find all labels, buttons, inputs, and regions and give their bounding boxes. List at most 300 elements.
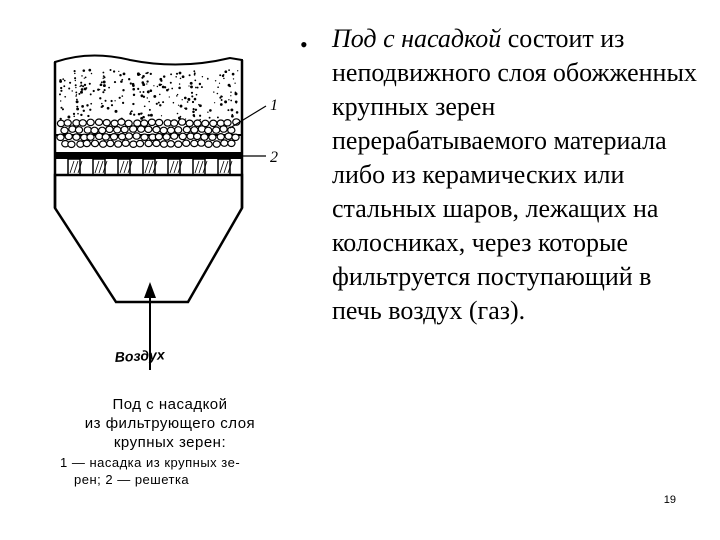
grate <box>55 152 242 175</box>
material-dot <box>180 105 183 108</box>
material-dot <box>86 87 88 89</box>
caption-line-2: из фильтрующего слоя <box>84 415 256 432</box>
bullet-body: состоит из неподвижного слоя обожженных крупных зерен перерабатываемого материала либо из керамических или стальных шаров, лежащих на колосниках, через которые фильтруется поступающий в печь воздух (газ). <box>332 24 697 325</box>
material-dot <box>130 82 132 84</box>
grain-pebble <box>138 126 145 132</box>
material-dot <box>90 93 92 95</box>
material-dot <box>159 78 162 81</box>
material-dot <box>159 104 161 106</box>
material-dot <box>108 87 110 89</box>
material-dot <box>180 116 182 118</box>
material-dot <box>105 100 106 101</box>
material-dot <box>122 89 124 91</box>
material-dot <box>62 78 64 80</box>
material-dot <box>118 71 119 72</box>
material-dot <box>121 79 123 81</box>
grain-pebble <box>194 133 201 139</box>
material-dot <box>230 108 233 111</box>
material-dot <box>111 100 113 102</box>
figure-caption <box>60 395 280 488</box>
material-dot <box>188 85 189 86</box>
grain-pebble <box>217 134 224 140</box>
material-dot <box>104 89 106 91</box>
material-dot <box>88 69 91 72</box>
material-dot <box>182 99 183 100</box>
material-dot <box>137 88 139 90</box>
material-dot <box>142 83 145 86</box>
material-dot <box>114 100 115 101</box>
material-dot <box>83 69 86 72</box>
material-dot <box>69 82 71 84</box>
material-dot <box>193 114 196 117</box>
material-dot <box>193 108 195 110</box>
material-dot <box>59 80 62 83</box>
grain-pebble <box>141 134 148 140</box>
grain-pebble <box>213 141 220 147</box>
material-dot <box>217 93 219 95</box>
grain-pebble <box>198 140 205 146</box>
grain-pebble <box>87 134 94 140</box>
grain-pebble <box>130 126 137 132</box>
material-dot <box>209 117 211 119</box>
material-dot <box>190 82 193 85</box>
material-dot <box>113 70 115 72</box>
material-dot <box>158 102 160 104</box>
grain-pebble <box>213 127 220 133</box>
material-dot <box>76 108 79 111</box>
material-dot <box>217 116 219 118</box>
material-dot <box>77 106 79 108</box>
material-dot <box>103 84 106 87</box>
material-dot <box>60 87 62 89</box>
material-dot <box>207 78 209 80</box>
material-dot <box>63 85 65 87</box>
material-dot <box>202 76 203 77</box>
material-dot <box>87 115 89 117</box>
material-dot <box>227 109 229 111</box>
grate-bar <box>55 152 242 159</box>
material-dot <box>73 115 75 117</box>
material-dot <box>230 95 231 96</box>
grain-pebble <box>191 140 198 146</box>
material-dot <box>84 84 86 86</box>
material-dot <box>75 80 76 81</box>
material-dot <box>91 73 93 75</box>
grain-pebble <box>65 133 72 139</box>
material-dot <box>187 101 189 103</box>
material-dot <box>145 73 146 74</box>
page-number: 19 <box>663 494 676 506</box>
grain-pebble <box>145 126 152 132</box>
material-dot <box>73 113 75 115</box>
material-dot <box>76 94 77 95</box>
material-dot <box>201 86 203 88</box>
grain-pebble <box>153 140 160 146</box>
material-dot <box>64 80 66 82</box>
caption-line-3: крупных зерен: <box>113 434 227 451</box>
material-dot <box>197 87 199 89</box>
material-dot <box>77 113 79 115</box>
material-dot <box>191 95 193 97</box>
material-dot <box>74 73 76 75</box>
material-dot <box>153 85 154 86</box>
material-dot <box>163 75 165 77</box>
grain-pebble <box>175 127 182 133</box>
material-dot <box>149 109 151 111</box>
grain-pebble <box>114 127 121 133</box>
material-dot <box>222 75 224 77</box>
material-dot <box>199 115 201 117</box>
material-dot <box>143 96 145 98</box>
bullet-dot-icon: • <box>300 32 308 57</box>
material-dot <box>196 94 198 96</box>
material-dot <box>150 73 152 75</box>
material-dot <box>76 99 78 101</box>
material-dot <box>146 80 148 82</box>
material-dot <box>83 110 85 112</box>
material-dot <box>147 97 148 98</box>
material-dot <box>232 73 235 76</box>
grain-pebble <box>107 140 114 146</box>
callout-2: 2 <box>270 149 278 166</box>
material-dot <box>214 102 215 103</box>
material-dot <box>128 78 130 80</box>
material-dot <box>176 73 178 75</box>
material-dot <box>99 89 100 90</box>
grain-pebble <box>115 141 122 147</box>
material-dot <box>170 73 172 75</box>
grain-pebble <box>191 127 198 133</box>
callout-1: 1 <box>270 97 278 114</box>
material-dot <box>162 101 164 103</box>
material-dot <box>156 103 158 105</box>
material-dot <box>85 77 87 79</box>
material-dot <box>147 91 149 93</box>
material-dot <box>101 103 102 104</box>
material-dot <box>219 74 221 76</box>
material-dot <box>131 110 133 112</box>
material-dot <box>62 109 63 110</box>
grain-pebble <box>148 119 155 125</box>
material-dot <box>177 94 178 95</box>
grain-pebble <box>183 140 190 146</box>
material-dot <box>60 90 62 92</box>
material-dot <box>185 107 188 110</box>
material-dot <box>234 83 235 84</box>
material-dot <box>228 84 231 87</box>
material-dot <box>107 107 110 110</box>
grain-pebble <box>111 120 118 126</box>
material-dot <box>86 104 88 106</box>
material-dot <box>213 91 214 92</box>
grain-pebble <box>179 133 186 139</box>
material-dot <box>199 83 201 85</box>
material-dot <box>170 82 172 84</box>
material-dot <box>144 105 146 107</box>
material-dot <box>194 98 197 101</box>
material-dot <box>133 114 135 116</box>
material-dot <box>233 78 234 79</box>
material-dot <box>93 90 95 92</box>
material-dot <box>142 116 145 119</box>
grain-pebble <box>171 133 178 139</box>
material-dot <box>175 76 177 78</box>
material-dot <box>139 91 141 93</box>
material-dot <box>192 111 195 114</box>
grain-pebble <box>68 141 75 147</box>
material-dot <box>68 87 70 89</box>
grain-pebble <box>221 140 228 146</box>
material-dot <box>177 113 179 115</box>
material-dot <box>153 95 156 98</box>
material-dot <box>132 103 134 105</box>
material-dot <box>81 105 84 108</box>
material-dot <box>119 74 121 76</box>
material-dot <box>76 100 79 103</box>
material-dot <box>82 85 84 87</box>
grain-pebble <box>163 134 170 140</box>
material-dot <box>80 82 82 84</box>
material-dot <box>89 109 91 111</box>
material-dot <box>122 95 124 97</box>
material-dot <box>221 99 223 101</box>
grain-pebble <box>232 134 239 140</box>
grain-pebble <box>160 141 167 147</box>
material-dot <box>187 98 190 101</box>
material-dot <box>207 111 208 112</box>
material-dot <box>223 78 225 80</box>
material-dot <box>81 88 84 91</box>
material-dot <box>194 79 196 81</box>
material-dot <box>109 69 111 71</box>
grain-pebble <box>102 134 109 140</box>
material-dot <box>178 105 179 106</box>
grain-pebble <box>175 141 182 147</box>
material-dot <box>148 101 149 102</box>
material-dot <box>168 89 169 90</box>
material-dot <box>132 84 135 87</box>
material-dot <box>236 111 239 114</box>
grain-pebble <box>179 119 186 125</box>
material-dot <box>67 116 70 119</box>
grain-pebble <box>57 134 64 140</box>
material-dot <box>78 93 80 95</box>
material-dot <box>80 114 82 116</box>
material-dot <box>195 109 197 111</box>
grain-pebble <box>64 120 71 126</box>
material-dot <box>59 93 61 95</box>
grain-pebble <box>110 134 117 140</box>
material-dot <box>171 88 173 90</box>
material-dot <box>132 88 135 91</box>
material-dot <box>102 91 104 93</box>
caption-line-1: Под с насадкой <box>112 396 228 413</box>
material-dot <box>162 86 165 89</box>
grain-pebble <box>224 120 231 126</box>
material-dot <box>122 102 124 104</box>
material-dot <box>157 86 158 87</box>
material-dot <box>133 94 135 96</box>
grain-pebble <box>73 134 80 140</box>
material-dot <box>189 74 191 76</box>
grain-pebble <box>96 133 103 139</box>
material-dot <box>115 110 118 113</box>
grain-pebble <box>83 140 90 146</box>
bullet-text <box>332 22 702 328</box>
grain-pebble <box>155 134 162 140</box>
material-dot <box>161 115 162 116</box>
grain-pebble <box>194 120 201 126</box>
material-dot <box>228 99 229 100</box>
grain-pebble <box>100 141 107 147</box>
grain-pebble <box>171 120 178 126</box>
material-dot <box>74 70 76 72</box>
material-dot <box>129 112 132 115</box>
material-dot <box>102 105 104 107</box>
grain-pebble <box>160 127 167 133</box>
grain-pebble <box>186 120 193 126</box>
caption-legend-line-2: рен; 2 — решетка <box>74 472 190 487</box>
grain-pebble <box>121 126 128 132</box>
material-dot <box>231 114 233 116</box>
grain-pebble <box>153 126 160 132</box>
material-dot <box>219 83 220 84</box>
grain-pebble <box>103 120 110 126</box>
grain-pebble <box>133 133 140 139</box>
grain-pebble <box>125 133 132 139</box>
material-dot <box>143 91 145 93</box>
material-dot <box>184 97 187 100</box>
material-dot <box>114 81 116 83</box>
material-dot <box>224 100 227 103</box>
material-dot <box>75 87 76 88</box>
material-dot <box>190 85 193 88</box>
material-dot <box>100 84 102 86</box>
material-dot <box>236 102 237 103</box>
material-dot <box>120 80 123 83</box>
grain-pebble <box>118 119 125 125</box>
grain-pebble <box>87 119 94 125</box>
material-dot <box>99 97 101 99</box>
material-dot <box>230 100 232 102</box>
material-dot <box>230 91 232 93</box>
grain-pebble <box>119 134 126 140</box>
material-dot <box>111 104 113 106</box>
material-dot <box>235 92 238 95</box>
grain-pebble <box>225 133 232 139</box>
hopper <box>55 175 242 302</box>
grain-pebble <box>183 126 190 132</box>
material-dot <box>80 85 82 87</box>
grain-pebble <box>205 141 212 147</box>
material-dot <box>74 77 76 79</box>
grain-pebble <box>61 127 68 133</box>
material-dot <box>89 83 91 85</box>
grain-pebble <box>156 119 163 125</box>
material-dot <box>228 69 230 71</box>
material-dot <box>103 81 106 84</box>
material-dot <box>159 94 161 96</box>
material-dot <box>80 91 83 94</box>
material-dot <box>101 81 103 83</box>
material-dot <box>191 92 193 94</box>
material-dot <box>192 101 194 103</box>
material-dot <box>237 70 238 71</box>
material-dot <box>180 78 182 80</box>
material-dot <box>215 80 216 81</box>
material-dot <box>221 96 223 98</box>
material-dot <box>72 90 73 91</box>
grain-pebble <box>220 126 227 132</box>
material-dot <box>138 113 141 116</box>
material-dot <box>209 109 212 112</box>
bullet-term: Под с насадкой <box>332 24 502 53</box>
material-dot <box>123 73 126 76</box>
material-dot <box>103 76 105 78</box>
material-dot <box>75 95 77 97</box>
grain-pebble <box>205 127 212 133</box>
material-dot <box>60 100 61 101</box>
material-dot <box>64 96 66 98</box>
material-dot <box>146 83 147 84</box>
grain-pebble <box>228 140 235 146</box>
material-dot <box>217 86 219 88</box>
material-dot <box>75 84 77 86</box>
material-dot <box>102 72 104 74</box>
grain-pebble <box>210 120 217 126</box>
material-dot <box>178 87 181 90</box>
material-dot <box>150 114 153 117</box>
grain-pebble <box>167 141 174 147</box>
material-dot <box>148 114 150 116</box>
grain-pebble <box>95 119 102 125</box>
grain-pebble <box>79 120 86 126</box>
material-dot <box>195 87 197 89</box>
caption-legend-line-1: 1 — насадка из крупных зе- <box>60 455 241 470</box>
grain-pebble <box>209 134 216 140</box>
material-dot <box>141 77 143 79</box>
material-dot <box>119 97 121 99</box>
material-dot <box>81 75 83 77</box>
material-dot <box>173 102 175 104</box>
material-dot <box>224 70 227 73</box>
material-dot <box>199 104 202 107</box>
material-dot <box>149 89 152 92</box>
material-dot <box>75 91 77 93</box>
grain-pebble <box>91 140 98 146</box>
material-dot <box>141 113 142 114</box>
material-dot <box>220 103 223 106</box>
material-dot <box>193 70 195 72</box>
diagram-drawing <box>30 40 290 370</box>
material-dot <box>219 97 221 99</box>
grain-pebble <box>136 140 143 146</box>
grain-pebble <box>122 140 129 146</box>
grain-pebble <box>75 127 82 133</box>
material-dot <box>179 72 182 75</box>
material-dot <box>179 83 181 85</box>
air-label: Воздух <box>114 346 166 365</box>
material-dot <box>137 72 140 75</box>
material-dot <box>90 103 92 105</box>
grain-pebble <box>145 140 152 146</box>
grain-pebble <box>91 127 98 133</box>
material-dot <box>182 75 185 78</box>
furnace-bottom-diagram <box>30 40 290 370</box>
material-dot <box>176 95 178 97</box>
material-dot <box>161 84 162 85</box>
material-dot <box>169 96 170 97</box>
